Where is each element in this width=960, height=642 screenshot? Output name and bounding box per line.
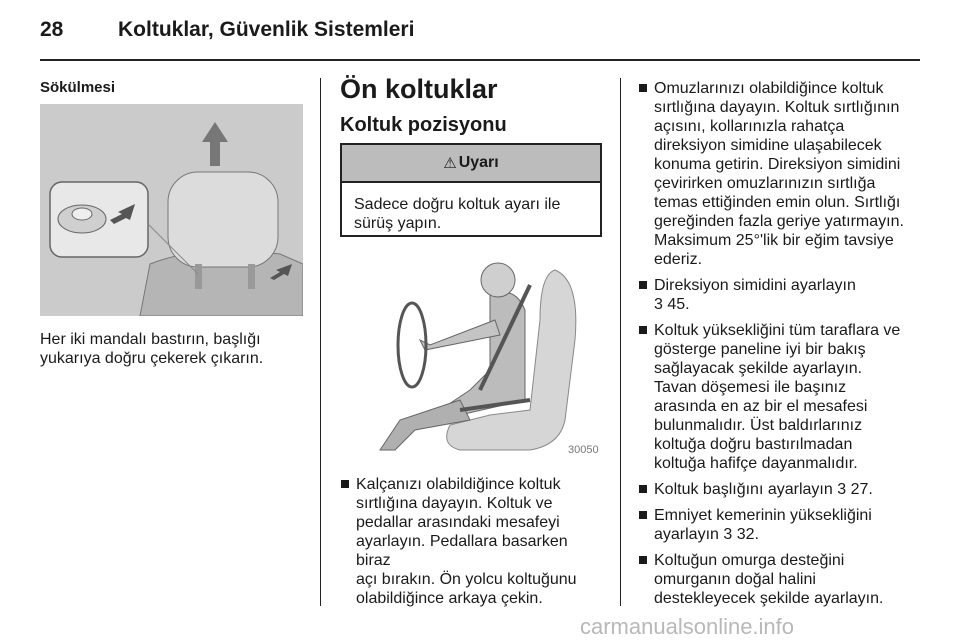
- bullet-square-icon: [639, 84, 647, 92]
- bullet-square-icon: [639, 556, 647, 564]
- image-code: 30050: [568, 444, 599, 456]
- page-reference[interactable]: 32.: [736, 526, 759, 543]
- column-divider-1: [320, 78, 321, 606]
- seating-position-illustration: [340, 250, 602, 456]
- middle-bullet-list: [340, 475, 605, 615]
- page-number: 28: [40, 18, 64, 41]
- warning-text: [342, 183, 600, 245]
- removal-line-1: Her iki mandalı bastırın, başlığı: [40, 331, 261, 348]
- warning-box: [340, 143, 602, 237]
- bullet-square-icon: [639, 281, 647, 289]
- page-reference-icon: 3: [837, 481, 847, 498]
- removal-line-2: yukarıya doğru çekerek çıkarın.: [40, 350, 264, 367]
- watermark: carmanualsonline.info: [580, 614, 795, 639]
- list-item: Omuzlarınızı olabildiğince koltuk sırtlığına dayayın. Koltuk sırtlığının açısını, kollarınızla rahatça direksiyon simidine ulaşabilecek konuma getirin. Direksiyon simidini çevirirken omuzlarınızın sırtlığa temas ettiğinden emin olun. Sırtlığı gereğinden fazla geriye yatırmayın. Maksimum 25°'lik bir eğim tavsiye ederiz.: [638, 79, 908, 269]
- column-divider-2: [620, 78, 621, 606]
- list-item: Koltuğun omurga desteğini omurganın doğal halini destekleyecek şekilde ayarlayın.: [638, 551, 908, 608]
- warning-triangle-icon: ⚠: [443, 155, 457, 172]
- list-item: Koltuk başlığını ayarlayın 3 27.: [638, 480, 908, 499]
- headrest-removal-illustration: [40, 104, 303, 316]
- warning-header: [342, 145, 600, 183]
- section-title: Ön koltuklar: [340, 74, 498, 104]
- removal-instructions: [40, 330, 263, 368]
- driver-seat-drawing: [340, 250, 602, 456]
- bullet-square-icon: [639, 511, 647, 519]
- headrest-drawing: [40, 104, 303, 316]
- warning-line-2: sürüş yapın.: [354, 215, 442, 232]
- warning-label: Uyarı: [458, 154, 499, 171]
- warning-line-1: Sadece doğru koltuk ayarı ile: [354, 196, 561, 213]
- section-subheading: Sökülmesi: [40, 79, 116, 96]
- right-bullet-list: [638, 79, 908, 615]
- page-reference-icon: 3: [654, 296, 663, 313]
- list-item: Emniyet kemerinin yüksekliğini ayarlayın 3 32.: [638, 506, 908, 544]
- chapter-title: Koltuklar, Güvenlik Sistemleri: [118, 18, 415, 41]
- page-reference-icon: 3: [723, 526, 733, 543]
- list-item: Kalçanızı olabildiğince koltuk sırtlığına dayayın. Koltuk ve pedallar arasındaki mesafeyi ayarlayın. Pedallara basarken biraz açı bırakın. Ön yolcu koltuğunu olabildiğince arkaya çekin.: [340, 475, 605, 608]
- section-subtitle: Koltuk pozisyonu: [340, 114, 507, 136]
- list-item: Koltuk yüksekliğini tüm taraflara ve gösterge paneline iyi bir bakış sağlayacak şekilde ayarlayın. Tavan döşemesi ile başınız arasında en az bir el mesafesi bulunmalıdır. Üst baldırlarınız koltuğa doğru bastırılmadan koltuğa hafifçe dayanmalıdır.: [638, 321, 908, 473]
- page-header: [40, 14, 920, 54]
- bullet-square-icon: [341, 480, 349, 488]
- page-reference[interactable]: 27.: [850, 481, 873, 498]
- page-reference[interactable]: 45.: [667, 296, 690, 313]
- bullet-square-icon: [639, 326, 647, 334]
- header-rule: [40, 59, 920, 61]
- list-item: Direksiyon simidini ayarlayın 3 45.: [638, 276, 908, 314]
- bullet-square-icon: [639, 485, 647, 493]
